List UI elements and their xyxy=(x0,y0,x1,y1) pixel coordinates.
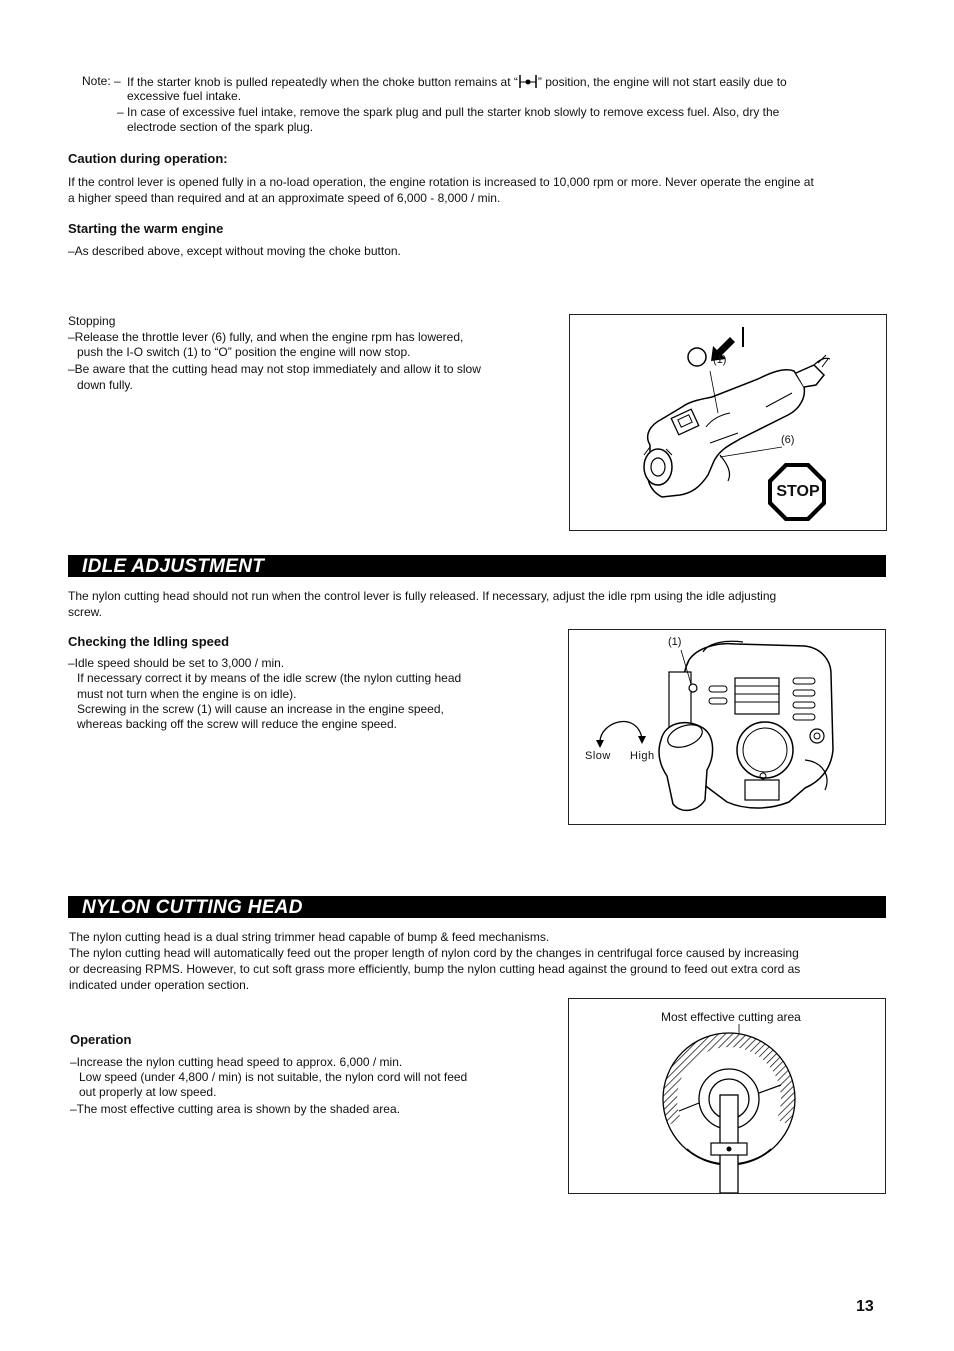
idle-line-3: must not turn when the engine is on idle). xyxy=(77,687,297,701)
stopping-heading: Stopping xyxy=(68,314,116,328)
caution-line-1: If the control lever is opened fully in a no-load operation, the engine rotation is increased to 10,000 rpm or more. Never operate the engine at xyxy=(68,175,814,189)
caution-line-2: a higher speed than required and at an approximate speed of 6,000 - 8,000 / min. xyxy=(68,191,501,205)
idle-intro-1: The nylon cutting head should not run when the control lever is fully released. If necessary, adjust the idle rpm using the idle adjusting xyxy=(68,589,777,603)
stopping-bullet-2b: down fully. xyxy=(77,378,133,392)
idle-line-5: whereas backing off the screw will reduce the engine speed. xyxy=(77,717,397,731)
operation-line-3: out properly at low speed. xyxy=(79,1085,217,1099)
idle-line-4: Screwing in the screw (1) will cause an increase in the engine speed, xyxy=(77,702,444,716)
operation-line-1: –Increase the nylon cutting head speed to approx. 6,000 / min. xyxy=(70,1055,403,1069)
cutting-area-figure xyxy=(568,998,886,1194)
throttle-handle-illustration xyxy=(570,315,886,530)
stopping-bullet-2a: –Be aware that the cutting head may not stop immediately and allow it to slow xyxy=(68,362,481,376)
warm-line-1: –As described above, except without moving the choke button. xyxy=(68,244,401,258)
note-prefix: Note: – xyxy=(82,74,121,88)
nylon-para-1: The nylon cutting head is a dual string trimmer head capable of bump & feed mechanisms. xyxy=(69,930,550,944)
note-line-2a: – In case of excessive fuel intake, remove the spark plug and pull the starter knob slowly to remove excess fuel. Also, dry the xyxy=(117,105,780,119)
note-line-1a: If the starter knob is pulled repeatedly when the choke button remains at “ xyxy=(127,75,518,89)
page-number: 13 xyxy=(856,1298,874,1315)
stop-fig-label-6: (6) xyxy=(781,434,795,446)
stop-sign-text: STOP xyxy=(776,483,820,500)
nylon-section-title: NYLON CUTTING HEAD xyxy=(82,897,303,918)
engine-illustration xyxy=(569,630,885,824)
idle-fig-slow: Slow xyxy=(585,750,611,762)
stop-fig-label-1: (1) xyxy=(713,354,727,366)
operation-heading: Operation xyxy=(70,1032,132,1047)
idle-line-1: –Idle speed should be set to 3,000 / min. xyxy=(68,656,285,670)
idle-fig-label-1: (1) xyxy=(668,636,682,648)
choke-symbol-icon xyxy=(518,74,538,89)
nylon-para-4: indicated under operation section. xyxy=(69,978,250,992)
nylon-para-2: The nylon cutting head will automatically feed out the proper length of nylon cord by the changes in centrifugal force caused by increasing xyxy=(69,946,799,960)
note-line-1c: excessive fuel intake. xyxy=(127,89,242,103)
idle-fig-high: High xyxy=(630,750,655,762)
nylon-section-bar xyxy=(68,896,886,918)
idle-line-2: If necessary correct it by means of the idle screw (the nylon cutting head xyxy=(77,671,462,685)
idle-intro-2: screw. xyxy=(68,605,103,619)
idle-heading: Checking the Idling speed xyxy=(68,634,230,649)
stopping-figure xyxy=(569,314,887,531)
note-line-2b: electrode section of the spark plug. xyxy=(127,120,314,134)
cutting-area-caption: Most effective cutting area xyxy=(661,1010,801,1024)
rotation-arrow-icon xyxy=(596,722,646,748)
stopping-bullet-1b: push the I-O switch (1) to “O” position the engine will now stop. xyxy=(77,345,411,359)
idle-figure xyxy=(568,629,886,825)
caution-heading: Caution during operation: xyxy=(68,151,228,166)
cutting-head-illustration xyxy=(569,999,885,1193)
operation-line-2: Low speed (under 4,800 / min) is not suitable, the nylon cord will not feed xyxy=(79,1070,468,1084)
idle-section-bar xyxy=(68,555,886,577)
idle-section-title: IDLE ADJUSTMENT xyxy=(82,556,265,577)
stopping-bullet-1a: –Release the throttle lever (6) fully, and when the engine rpm has lowered, xyxy=(68,330,464,344)
note-line-1b: ” position, the engine will not start easily due to xyxy=(537,75,787,89)
operation-line-4: –The most effective cutting area is shown by the shaded area. xyxy=(70,1102,400,1116)
warm-heading: Starting the warm engine xyxy=(68,221,224,236)
nylon-para-3: or decreasing RPMS. However, to cut soft grass more efficiently, bump the nylon cutting head against the ground to feed out extra cord as xyxy=(69,962,801,976)
